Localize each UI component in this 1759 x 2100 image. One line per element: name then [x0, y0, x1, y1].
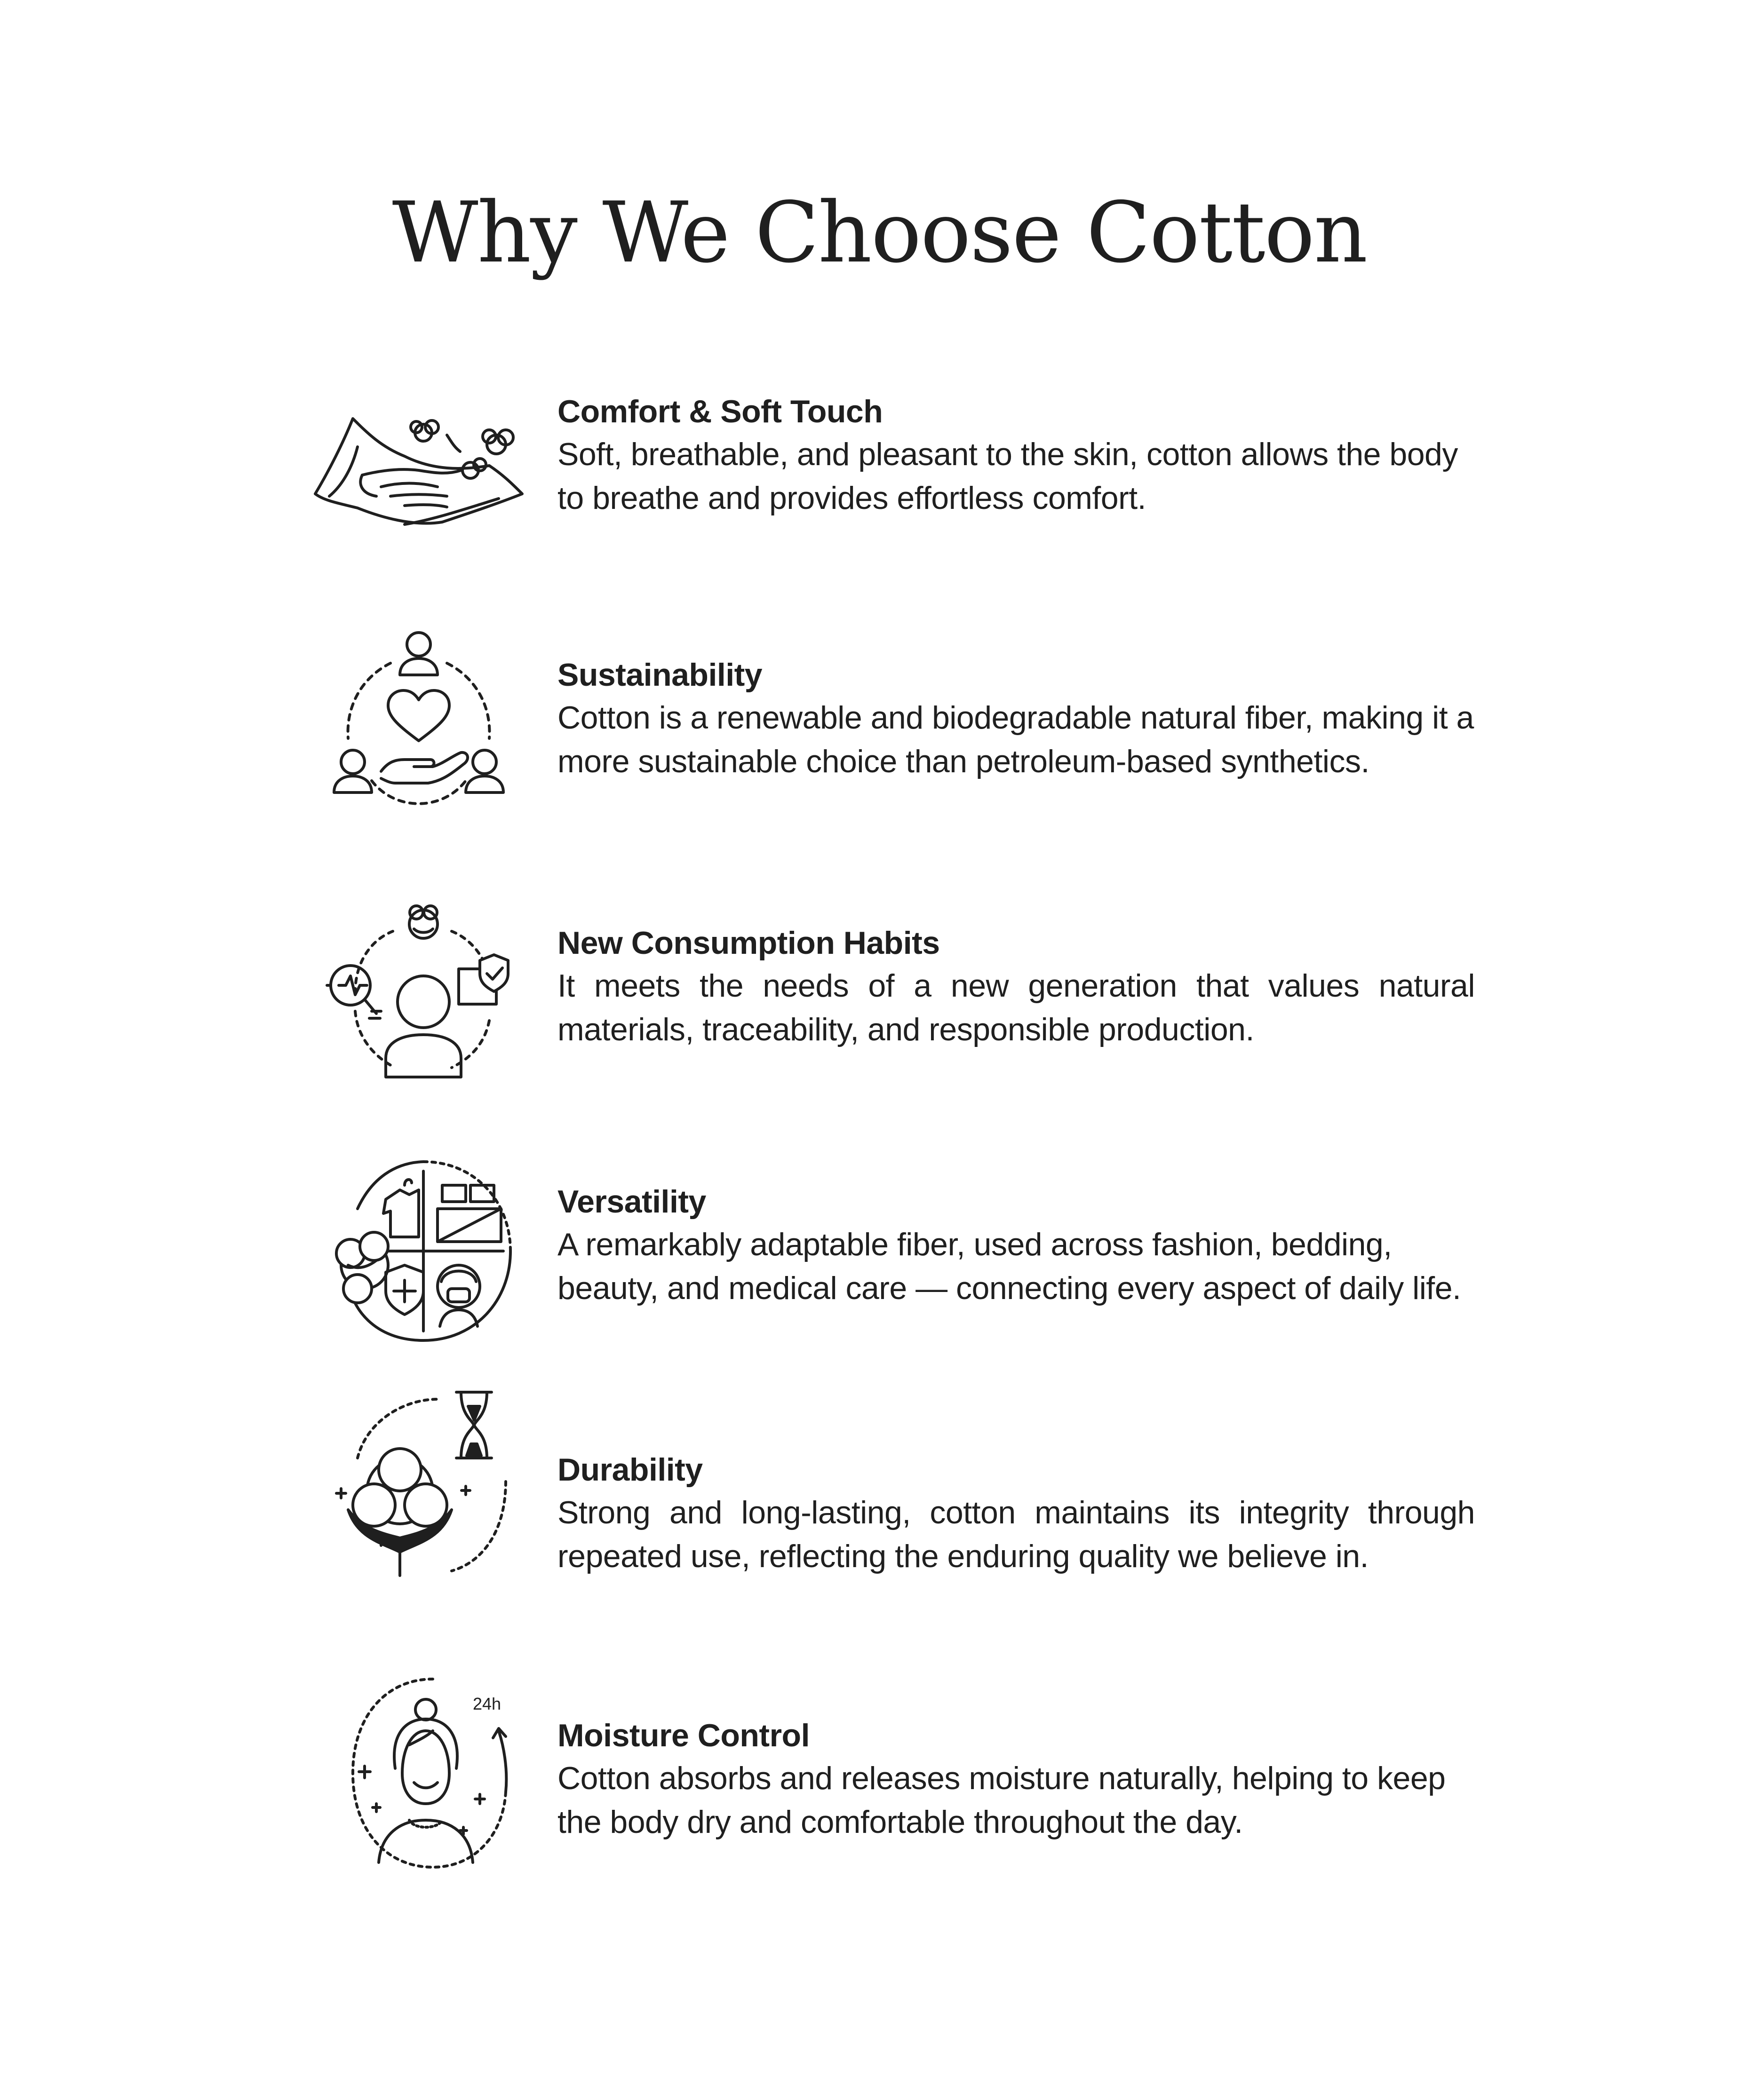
feature-heading: Comfort & Soft Touch — [557, 394, 883, 429]
hand-heart-community-icon — [329, 626, 508, 823]
feature-sustainability — [0, 626, 1759, 861]
feature-text — [557, 1181, 1475, 1310]
feature-heading: Moisture Control — [557, 1718, 810, 1753]
feature-durability — [0, 1387, 1759, 1623]
cotton-boll-hourglass-icon — [329, 1387, 517, 1585]
cotton-uses-quadrant-icon — [329, 1157, 517, 1345]
feature-description: Soft, breathable, and pleasant to the skin, cotton allows the body to breathe and provides effortless comfort. — [557, 436, 1458, 516]
feature-comfort — [0, 390, 1759, 626]
feature-text — [557, 1449, 1475, 1578]
feature-description: Cotton is a renewable and biodegradable natural fiber, making it a more sustainable choice than petroleum-based synthetics. — [557, 700, 1474, 779]
consumer-traceability-icon — [325, 903, 522, 1082]
feature-text — [557, 1714, 1475, 1844]
page-title: Why We Choose Cotton — [392, 184, 1367, 281]
feature-description: A remarkably adaptable fiber, used across fashion, bedding, beauty, and medical care — connecting every aspect of daily life. — [557, 1227, 1461, 1306]
feature-description: Strong and long-lasting, cotton maintains its integrity through repeated use, reflecting the enduring quality we believe in. — [557, 1495, 1475, 1574]
24h-label: 24h — [473, 1694, 501, 1713]
feature-heading: Durability — [557, 1452, 703, 1488]
feature-text — [557, 922, 1475, 1052]
feature-description: It meets the needs of a new generation that values natural materials, traceability, and responsible production. — [557, 968, 1475, 1047]
feature-moisture-control — [0, 1674, 1759, 1910]
feature-heading: Versatility — [557, 1184, 706, 1220]
feature-text — [557, 654, 1475, 784]
feature-new-consumption-habits — [0, 903, 1759, 1138]
feature-text — [557, 390, 1475, 520]
feature-description: Cotton absorbs and releases moisture naturally, helping to keep the body dry and comfortable throughout the day. — [557, 1760, 1446, 1840]
feature-heading: New Consumption Habits — [557, 925, 940, 961]
feature-versatility — [0, 1157, 1759, 1392]
feature-heading: Sustainability — [557, 657, 763, 693]
woman-24h-comfort-icon — [339, 1674, 517, 1877]
hand-on-fabric-with-cotton-icon — [310, 400, 527, 541]
